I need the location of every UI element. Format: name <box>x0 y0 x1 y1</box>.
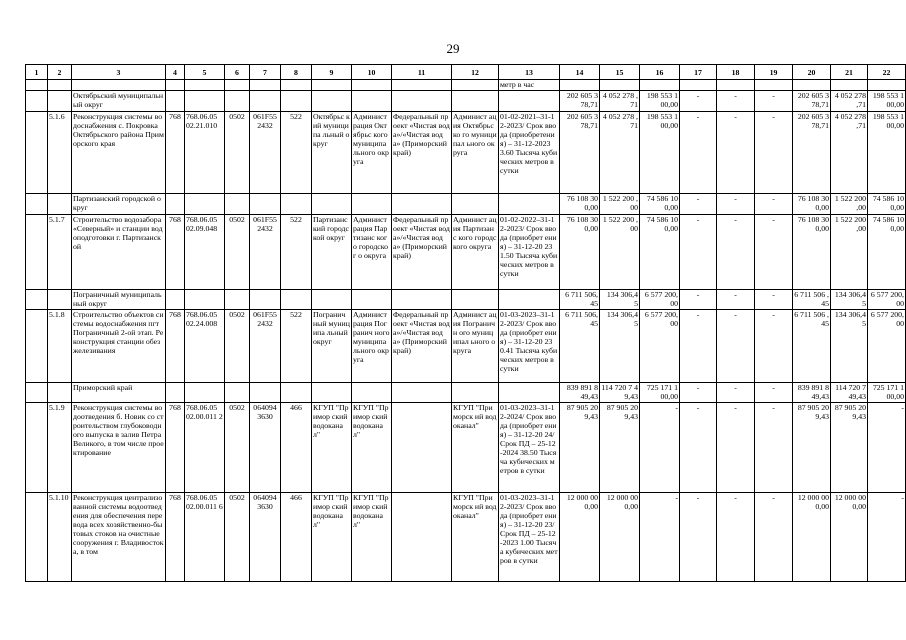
cell-c5: 768.06.05 02.09.048 <box>185 215 225 290</box>
project-row <box>26 112 906 194</box>
cell-c10: Админист рация Октябрьс кого муниципа льного округа <box>352 112 392 194</box>
cell-c21: 4 052 278 ,71 <box>831 112 868 194</box>
cell-name: Октябрьский муниципальный округ <box>72 91 166 112</box>
cell-c15: 134 306,4 5 <box>600 310 640 383</box>
cell-c6: 0502 <box>225 493 250 582</box>
cell-c11 <box>392 403 452 493</box>
cell-c12: Админист ация Партизанс кого городского округа <box>452 215 499 290</box>
cell-c20: 6 711 506 ,45 <box>793 310 831 383</box>
cell-c11: Федеральный проект «Чистая вода»/«Чистая вода» (Приморский край) <box>392 310 452 383</box>
cell-c20: 76 108 30 0,00 <box>793 215 831 290</box>
cell-c8: 466 <box>281 403 312 493</box>
cell-number: 5.1.8 <box>48 310 72 383</box>
continuation-row <box>26 80 906 91</box>
cell-c17: - <box>680 194 717 215</box>
cell-c21: 114 720 7 49,43 <box>831 383 868 403</box>
cell-c9: Погранич ный муниципа льный округ <box>312 310 352 383</box>
cell-c15: 87 905 20 9,43 <box>600 403 640 493</box>
cell-c13: 01-02-2022–31-1 2-2023/ Срок ввода (приобрет ения) – 31-12-20 23 1.50 Тысяча кубических метров в сутки <box>499 215 560 290</box>
cell-c20: 202 605 3 78,71 <box>793 112 831 194</box>
cell-c16: 6 577 200, 00 <box>640 290 680 310</box>
cell-c16: - <box>640 403 680 493</box>
cell-c4: 768 <box>166 403 185 493</box>
cell-c10: КГУП "Примор ский водоканал" <box>352 403 392 493</box>
cell-c4: 768 <box>166 112 185 194</box>
cell-c7: 064094 3630 <box>250 403 281 493</box>
project-row <box>26 310 906 383</box>
header-cell: 2 <box>48 65 72 80</box>
cell-c9: КГУП "Примор ский водоканал" <box>312 403 352 493</box>
cell-c8: 466 <box>281 493 312 582</box>
budget-table <box>25 64 906 582</box>
cell-number: 5.1.10 <box>48 493 72 582</box>
cell-c14: 6 711 506, 45 <box>560 310 600 383</box>
cell-c16: - <box>640 493 680 582</box>
cell-c17: - <box>680 310 717 383</box>
cell-c15: 134 306,4 5 <box>600 290 640 310</box>
cell-c11: Федеральный проект «Чистая вода»/«Чистая вода» (Приморский край) <box>392 112 452 194</box>
cell-c20: 202 605 3 78,71 <box>793 91 831 112</box>
cell-c19: - <box>755 91 793 112</box>
cell-c14: 76 108 30 0,00 <box>560 194 600 215</box>
cell-c11: Федеральный проект «Чистая вода»/«Чистая вода» (Приморский край) <box>392 215 452 290</box>
cell-c17: - <box>680 290 717 310</box>
cell-c21: 134 306,4 5 <box>831 310 868 383</box>
cell-name: Приморский край <box>72 383 166 403</box>
cell-c20: 87 905 20 9,43 <box>793 403 831 493</box>
cell-c8: 522 <box>281 310 312 383</box>
cell-c21: 1 522 200 ,00 <box>831 194 868 215</box>
cell-c12: Админист ация Пограничн ого муниципал ьного округа <box>452 310 499 383</box>
header-cell: 1 <box>26 65 48 80</box>
cell-c13: 01-02-2021–31-1 2-2023/ Срок ввода (приобретения) – 31-12-2023 3.60 Тысяча кубических метров в сутки <box>499 112 560 194</box>
cell-c14: 12 000 00 0,00 <box>560 493 600 582</box>
cell-c19: - <box>755 215 793 290</box>
cell-c15: 12 000 00 0,00 <box>600 493 640 582</box>
cell-c10: КГУП "Примор ский водоканал" <box>352 493 392 582</box>
cell-c20: 839 891 8 49,43 <box>793 383 831 403</box>
cell-c7: 064094 3630 <box>250 493 281 582</box>
cell-c18: - <box>717 215 755 290</box>
cell-c15: 1 522 200 ,00 <box>600 194 640 215</box>
cell-c11 <box>392 493 452 582</box>
cell-c22: 6 577 200, 00 <box>868 290 906 310</box>
cell-c22: - <box>868 493 906 582</box>
header-cell: 11 <box>392 65 452 80</box>
header-cell: 16 <box>640 65 680 80</box>
subtotal-row <box>26 194 906 215</box>
cell-c20: 6 711 506 ,45 <box>794 290 829 308</box>
cell-c22: 74 586 10 0,00 <box>868 194 906 215</box>
cell-c22: 74 586 10 0,00 <box>868 215 906 290</box>
cell-c19: - <box>755 383 793 403</box>
cell-c13: 01-03-2023–31-1 2-2023/ Срок ввода (приобрет ения) – 31-12-20 23 0.41 Тысяча кубических метров в сутки <box>499 310 560 383</box>
cell-c17: - <box>680 215 717 290</box>
cell-c16: 198 553 1 00,00 <box>640 112 680 194</box>
cell-c9: Партизанс кий городской округ <box>312 215 352 290</box>
cell-c7: 061F55 2432 <box>250 215 281 290</box>
header-cell: 12 <box>452 65 499 80</box>
cell-c7: 061F55 2432 <box>250 112 281 194</box>
cell-c17: - <box>680 112 717 194</box>
header-cell: 19 <box>755 65 793 80</box>
cell-c17: - <box>680 403 717 493</box>
header-cell: 18 <box>717 65 755 80</box>
header-cell: 15 <box>600 65 640 80</box>
cell-name: Реконструкция системы водоснабжения с. Покровка Октябрьского района Приморского края <box>72 112 166 194</box>
subtotal-row <box>26 91 906 112</box>
header-cell: 3 <box>72 65 166 80</box>
cell-c13: 01-03-2023–31-1 2-2023/ Срок ввода (приобрет ения) – 31-12-20 23/ Срок ПД – 25-12-2023 1.00 Тысяча кубических метров в сутки <box>499 493 560 582</box>
cell-c18: - <box>717 194 755 215</box>
cell-name: Строительство водозабора «Северный» и станции водоподготовки г. Партизанской <box>72 215 166 290</box>
cell-c14: 839 891 8 49,43 <box>560 383 600 403</box>
header-cell: 5 <box>185 65 225 80</box>
cell-c14: 76 108 30 0,00 <box>560 215 600 290</box>
cell-c18: - <box>717 112 755 194</box>
cell-c12: Админист ация Октябрьско го муниципал ьного округа <box>452 112 499 194</box>
subtotal-row <box>26 383 906 403</box>
cell-c18: - <box>717 493 755 582</box>
cell-c6: 0502 <box>225 112 250 194</box>
cell-c14: 6 711 506, 45 <box>560 290 600 310</box>
page-number: 29 <box>446 41 460 56</box>
cell-c4: 768 <box>166 310 185 383</box>
cell-c9: Октябрьс кий муниципа льный округ <box>312 112 352 194</box>
cell-c4: 768 <box>166 215 185 290</box>
cell-c5: 768.06.05 02.24.008 <box>185 310 225 383</box>
cell-c19: - <box>755 112 793 194</box>
header-cell: 14 <box>560 65 600 80</box>
header-cell: 7 <box>250 65 281 80</box>
header-cell: 4 <box>166 65 185 80</box>
cell-c14: 202 605 3 78,71 <box>560 91 600 112</box>
subtotal-row <box>26 290 906 310</box>
project-row <box>26 403 906 493</box>
cell-deadline: метр в час <box>499 80 560 91</box>
cell-c14: 202 605 3 78,71 <box>560 112 600 194</box>
cell-c16: 198 553 1 00,00 <box>640 91 680 112</box>
cell-c9: КГУП "Примор ский водоканал" <box>312 493 352 582</box>
cell-c8: 522 <box>281 112 312 194</box>
cell-c5: 768.06.05 02.00.011 2 <box>185 403 225 493</box>
header-cell: 13 <box>499 65 560 80</box>
cell-c21: 134 306,4 5 <box>831 290 868 310</box>
cell-c18: - <box>717 290 755 310</box>
cell-c16: 6 577 200, 00 <box>640 310 680 383</box>
cell-c16: 74 586 10 0,00 <box>640 194 680 215</box>
cell-c22: - <box>868 403 906 493</box>
cell-c17: - <box>680 91 717 112</box>
cell-c13: 01-03-2023–31-1 2-2024/ Срок ввода (приобрет ения) – 31-12-20 24/ Срок ПД – 25-12-2024 38.50 Тысяча кубических метров в сутки <box>499 403 560 493</box>
cell-c8: 522 <box>281 215 312 290</box>
cell-c5: 768.06.05 02.21.010 <box>185 112 225 194</box>
cell-c19: - <box>755 290 793 310</box>
cell-c21: 12 000 00 0,00 <box>831 493 868 582</box>
header-cell: 20 <box>793 65 831 80</box>
cell-c17: - <box>680 493 717 582</box>
cell-c6: 0502 <box>225 403 250 493</box>
cell-c19: - <box>755 403 793 493</box>
cell-number: 5.1.6 <box>48 112 72 194</box>
cell-c20: 76 108 30 0,00 <box>793 194 831 215</box>
cell-c12: КГУП "Приморск ий водоканал" <box>452 493 499 582</box>
cell-number: 5.1.7 <box>48 215 72 290</box>
header-cell: 21 <box>831 65 868 80</box>
cell-c16: 725 171 1 00,00 <box>640 383 680 403</box>
cell-c15: 4 052 278 ,71 <box>600 112 640 194</box>
cell-c21: 4 052 278 ,71 <box>831 91 868 112</box>
cell-c18: - <box>717 91 755 112</box>
cell-c19: - <box>755 310 793 383</box>
cell-c7: 061F55 2432 <box>250 310 281 383</box>
header-cell: 22 <box>868 65 906 80</box>
cell-c15: 4 052 278 ,71 <box>600 91 640 112</box>
header-cell: 8 <box>281 65 312 80</box>
header-cell: 6 <box>225 65 250 80</box>
cell-c22: 725 171 1 00,00 <box>868 383 906 403</box>
cell-c17: - <box>680 383 717 403</box>
cell-c4: 768 <box>166 493 185 582</box>
cell-c12: КГУП "Приморск ий водоканал" <box>452 403 499 493</box>
cell-name: Реконструкция централизованной системы водоотведения для обеспечения перевода всех хозяйственно-бытовых стоков на очистные сооружения г. Владивостока, в том <box>72 493 166 582</box>
cell-number: 5.1.9 <box>48 403 72 493</box>
cell-c10: Админист рация Партизанс кого городског о округа <box>352 215 392 290</box>
cell-c21: 1 522 200 ,00 <box>831 215 868 290</box>
cell-c18: - <box>717 310 755 383</box>
cell-c21: 87 905 20 9,43 <box>831 403 868 493</box>
cell-c19: - <box>755 493 793 582</box>
cell-c5: 768.06.05 02.00.011 6 <box>185 493 225 582</box>
cell-c6: 0502 <box>225 215 250 290</box>
cell-c19: - <box>755 194 793 215</box>
cell-c16: 74 586 10 0,00 <box>640 215 680 290</box>
project-row <box>26 215 906 290</box>
cell-c22: 198 553 1 00,00 <box>868 112 906 194</box>
header-row <box>26 65 906 80</box>
project-row <box>26 493 906 582</box>
cell-c15: 1 522 200 ,00 <box>600 215 640 290</box>
cell-c6: 0502 <box>225 310 250 383</box>
cell-name: Партизанский городской округ <box>72 194 166 215</box>
cell-c14: 87 905 20 9,43 <box>560 403 600 493</box>
header-cell: 9 <box>312 65 352 80</box>
cell-c20: 12 000 00 0,00 <box>793 493 831 582</box>
cell-name: Пограничный муниципальный округ <box>72 290 166 310</box>
header-cell: 17 <box>680 65 717 80</box>
cell-c18: - <box>717 403 755 493</box>
cell-c15: 114 720 7 49,43 <box>601 383 638 401</box>
cell-name: Строительство объектов системы водоснабжения пгт Пограничный 2-ой этап. Реконструкция станции обезжелезивания <box>72 310 166 383</box>
header-cell: 10 <box>352 65 392 80</box>
cell-c22: 6 577 200, 00 <box>868 310 906 383</box>
cell-name: Реконструкция системы водоотведения б. Новик со строительством глубоководного выпуска в залив Петра Великого, в том числе проектирование <box>72 403 166 493</box>
cell-c18: - <box>717 383 755 403</box>
cell-c22: 198 553 1 00,00 <box>868 91 906 112</box>
cell-c10: Админист рация Погранич ного муниципа льного округа <box>352 310 392 383</box>
